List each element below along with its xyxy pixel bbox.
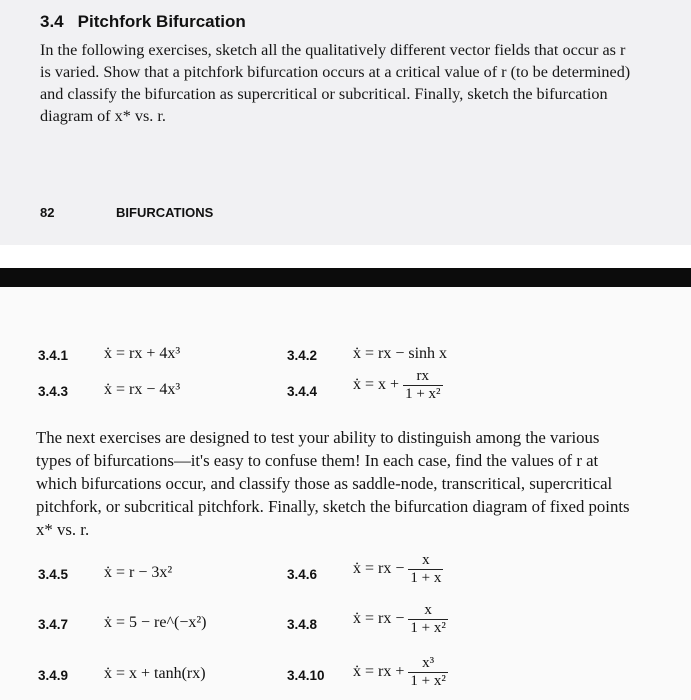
- section-title: Pitchfork Bifurcation: [77, 12, 246, 31]
- fraction: $\frac{\text{x³}}{\text{1 + x²}}$: [410, 655, 446, 689]
- page-separator-band: [0, 268, 691, 287]
- chapter-running-head: BIFURCATIONS: [116, 205, 214, 220]
- exercise-equation: ẋ = r − 3x²: [104, 564, 173, 581]
- section-heading: [40, 12, 260, 32]
- section-number: 3.4: [40, 12, 64, 31]
- exercise-equation: ẋ = x + $\frac{rx}{\text{1 + x²}}$: [353, 368, 441, 402]
- instructions-paragraph: The next exercises are designed to test your ability to distinguish among the various types of bifurcations—it's easy to confuse them! In each case, find the values of r at which bifurcations occur, and classify those as saddle-node, transcritical, supercritical pitchfork, or subcritical pitchfork. Finally, sketch the bifurcation diagram of fixed points x* vs. r.: [36, 428, 630, 539]
- page-number: 82: [40, 205, 55, 220]
- exercise-equation: ẋ = rx − $\frac{x}{1 + x}$: [353, 552, 442, 586]
- exercise-number: 3.4.6: [287, 567, 318, 582]
- exercise-number: 3.4.10: [287, 668, 325, 683]
- exercise-equation: ẋ = 5 − re^(−x²): [104, 614, 207, 631]
- exercise-number: 3.4.4: [287, 384, 318, 399]
- fraction: $\frac{x}{\text{1 + x²}}$: [410, 602, 446, 636]
- fraction: $\frac{rx}{\text{1 + x²}}$: [405, 368, 441, 402]
- exercise-number: 3.4.9: [38, 668, 69, 683]
- exercise-number: 3.4.8: [287, 617, 318, 632]
- exercise-number: 3.4.1: [38, 348, 69, 363]
- exercise-equation: ẋ = x + tanh(rx): [104, 665, 206, 682]
- exercise-number: 3.4.7: [38, 617, 69, 632]
- exercise-number: 3.4.2: [287, 348, 318, 363]
- section-intro-paragraph: In the following exercises, sketch all the qualitatively different vector fields that occur as r is varied. Show that a pitchfork bifurcation occurs at a critical value of r (to be determined) and classify the bifurcation as supercritical or subcritical. Finally, sketch the bifurcation diagram of x* vs. r.: [40, 41, 631, 125]
- exercise-equation: ẋ = rx − 4x³: [104, 381, 181, 398]
- exercise-equation: ẋ = rx + 4x³: [104, 345, 181, 362]
- exercise-number: 3.4.3: [38, 384, 69, 399]
- exercise-number: 3.4.5: [38, 567, 69, 582]
- exercise-equation: ẋ = rx − $\frac{x}{\text{1 + x²}}$: [353, 602, 446, 636]
- fraction: $\frac{x}{1 + x}$: [410, 552, 442, 586]
- exercise-equation: ẋ = rx − sinh x: [353, 345, 448, 362]
- exercise-equation: ẋ = rx + $\frac{\text{x³}}{\text{1 + x²}}$: [353, 655, 446, 689]
